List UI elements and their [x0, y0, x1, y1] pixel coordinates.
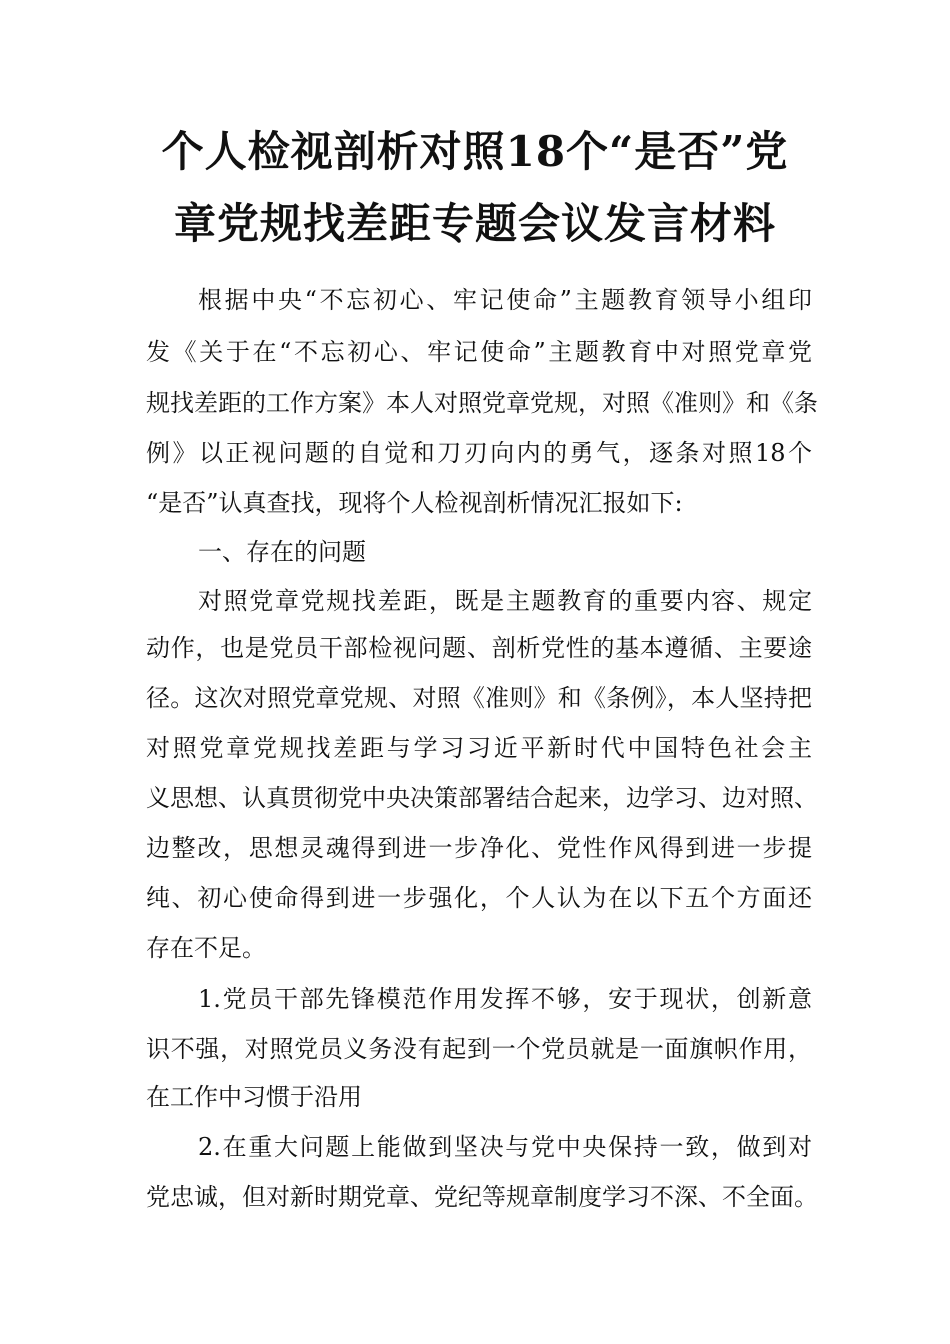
body-line: 动作，也是党员干部检视问题、剖析党性的基本遵循、主要途 [146, 634, 812, 662]
document-title-line-1: 个人检视剖析对照18个“是否”党 [161, 127, 789, 176]
list-item-line: 识不强，对照党员义务没有起到一个党员就是一面旗帜作用， [146, 1035, 812, 1063]
body-line: 例》以正视问题的自觉和刀刃向内的勇气，逐条对照18个 [146, 439, 812, 467]
body-line: 义思想、认真贯彻党中央决策部署结合起来，边学习、边对照、 [146, 784, 818, 812]
body-line: “是否”认真查找，现将个人检视剖析情况汇报如下: [146, 489, 683, 517]
list-item-line: 在工作中习惯于沿用 [146, 1083, 362, 1111]
body-line: 对照党章党规找差距，既是主题教育的重要内容、规定 [198, 587, 812, 615]
list-item-line: 2.在重大问题上能做到坚决与党中央保持一致，做到对 [198, 1133, 812, 1161]
body-line: 纯、初心使命得到进一步强化，个人认为在以下五个方面还 [146, 884, 812, 912]
list-item-line: 1.党员干部先锋模范作用发挥不够，安于现状，创新意 [198, 985, 812, 1013]
section-heading: 一、存在的问题 [198, 538, 366, 566]
body-line: 根据中央“不忘初心、牢记使命”主题教育领导小组印 [198, 286, 812, 314]
body-line: 对照党章党规找差距与学习习近平新时代中国特色社会主 [146, 734, 812, 762]
body-line: 规找差距的工作方案》本人对照党章党规，对照《准则》和《条 [146, 389, 818, 417]
document-title-line-2: 章党规找差距专题会议发言材料 [173, 199, 776, 248]
body-line: 边整改，思想灵魂得到进一步净化、党性作风得到进一步提 [146, 834, 812, 862]
body-line: 发《关于在“不忘初心、牢记使命”主题教育中对照党章党 [146, 338, 812, 366]
list-item-line: 党忠诚，但对新时期党章、党纪等规章制度学习不深、不全面。 [146, 1183, 818, 1211]
body-line: 存在不足。 [146, 934, 266, 962]
body-line: 径。这次对照党章党规、对照《准则》和《条例》，本人坚持把 [146, 684, 812, 712]
